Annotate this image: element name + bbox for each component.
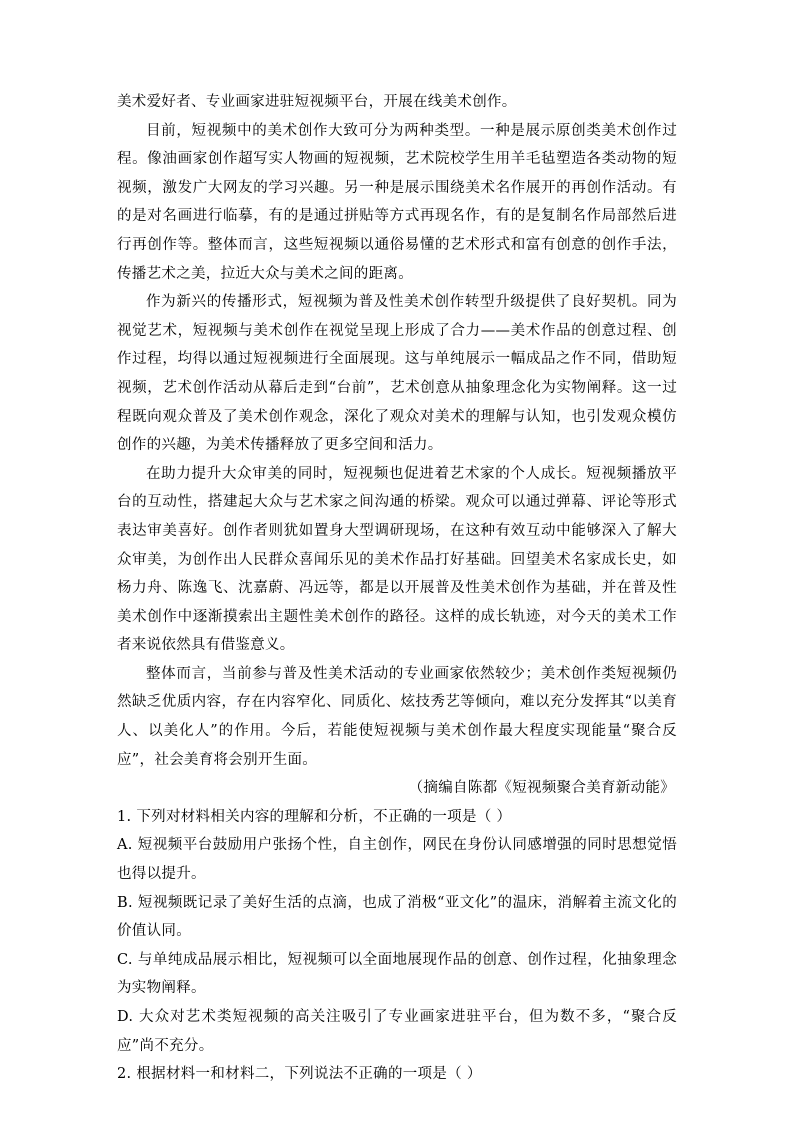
question-1-option-c: C. 与单纯成品展示相比，短视频可以全面地展现作品的创意、创作过程，化抽象理念为实物阐释。 xyxy=(117,951,677,997)
paragraph-intro-tail: 美术爱好者、专业画家进驻短视频平台，开展在线美术创作。 xyxy=(117,94,517,110)
question-1-option-b: B. 短视频既记录了美好生活的点滴，也成了消极“亚文化”的温床，消解着主流文化的价值认同。 xyxy=(117,894,677,940)
question-1-option-d: D. 大众对艺术类短视频的高关注吸引了专业画家进驻平台，但为数不多，“聚合反应”尚不充分。 xyxy=(117,1009,677,1054)
question-1 xyxy=(117,803,677,1060)
paragraph-overall: 整体而言，当前参与普及性美术活动的专业画家依然较少；美术创作类短视频仍然缺乏优质内容，存在内容窄化、同质化、炫技秀艺等倾向，难以充分发挥其“以美育人、以美化人”的作用。今后，若能使短视频与美术创作最大程度实现能量“聚合反应”，社会美育将会别开生面。 xyxy=(117,665,677,768)
question-2 xyxy=(117,1060,677,1089)
source-citation: （摘编自陈都《短视频聚合美育新动能》 xyxy=(408,780,675,797)
question-2-stem: 2. 根据材料一和材料二，下列说法不正确的一项是（ ） xyxy=(117,1066,482,1083)
paragraph-new-form: 作为新兴的传播形式，短视频为普及性美术创作转型升级提供了良好契机。同为视觉艺术，短视频与美术创作在视觉呈现上形成了合力——美术作品的创意过程、创作过程，均得以通过短视频进行全面展现。这与单纯展示一幅成品之作不同，借助短视频，艺术创作活动从幕后走到“台前”，艺术创意从抽象理念化为实物阐释。这一过程既向观众普及了美术创作观念，深化了观众对美术的理解与认知，也引发观众模仿创作的兴趣，为美术传播释放了更多空间和活力。 xyxy=(117,294,677,454)
paragraph-artist-growth: 在助力提升大众审美的同时，短视频也促进着艺术家的个人成长。短视频播放平台的互动性，搭建起大众与艺术家之间沟通的桥梁。观众可以通过弹幕、评论等形式表达审美喜好。创作者则犹如置身大型调研现场，在这种有效互动中能够深入了解大众审美，为创作出人民群众喜闻乐见的美术作品打好基础。回望美术名家成长史，如杨力舟、陈逸飞、沈嘉蔚、冯远等，都是以开展普及性美术创作为基础，并在普及性美术创作中逐渐摸索出主题性美术创作的路径。这样的成长轨迹，对今天的美术工作者来说依然具有借鉴意义。 xyxy=(117,465,677,654)
question-1-stem: 1. 下列对材料相关内容的理解和分析，不正确的一项是（ ） xyxy=(117,808,512,825)
paragraph-two-types: 目前，短视频中的美术创作大致可分为两种类型。一种是展示原创类美术创作过程。像油画家创作超写实人物画的短视频，艺术院校学生用羊毛毡塑造各类动物的短视频，激发广大网友的学习兴趣。另一种是展示围绕美术名作展开的再创作活动。有的是对名画进行临摹，有的是通过拼贴等方式再现名作，有的是复制名作局部然后进行再创作等。整体而言，这些短视频以通俗易懂的艺术形式和富有创意的创作手法，传播艺术之美，拉近大众与美术之间的距离。 xyxy=(117,122,677,282)
question-1-option-a: A. 短视频平台鼓励用户张扬个性，自主创作，网民在身份认同感增强的同时思想觉悟也得以提升。 xyxy=(117,837,677,883)
document-page xyxy=(117,88,677,1089)
